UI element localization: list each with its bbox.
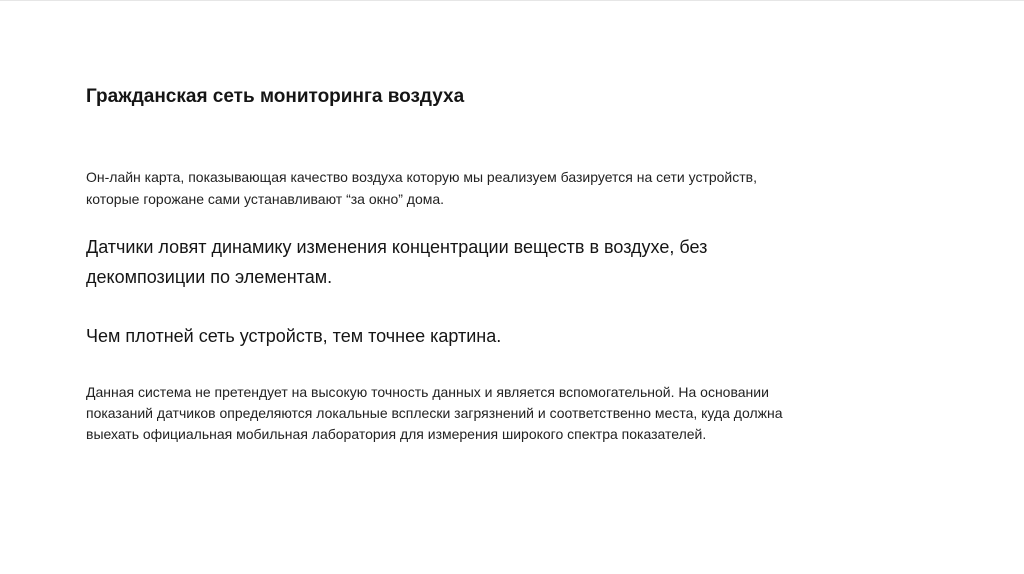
disclaimer-line: Данная система не претендует на высокую точность данных и является вспомогательной. На основании bbox=[86, 384, 769, 400]
disclaimer-paragraph bbox=[86, 382, 966, 445]
intro-line: Он-лайн карта, показывающая качество воздуха которую мы реализуем базируется на сети устройств, bbox=[86, 169, 757, 185]
slide-title: Гражданская сеть мониторинга воздуха bbox=[86, 86, 465, 107]
slide-content bbox=[86, 82, 966, 445]
top-divider bbox=[0, 0, 1024, 1]
intro-line: которые горожане сами устанавливают “за окно” дома. bbox=[86, 191, 445, 207]
sensors-line: декомпозиции по элементам. bbox=[86, 267, 333, 287]
sensors-line: Датчики ловят динамику изменения концентрации веществ в воздухе, без bbox=[86, 237, 708, 257]
sensors-paragraph bbox=[86, 232, 966, 292]
disclaimer-line: выехать официальная мобильная лаборатория для измерения широкого спектра показателей. bbox=[86, 426, 707, 442]
disclaimer-line: показаний датчиков определяются локальные всплески загрязнений и соответственно места, куда должна bbox=[86, 405, 783, 421]
density-statement: Чем плотней сеть устройств, тем точнее картина. bbox=[86, 326, 502, 346]
intro-paragraph bbox=[86, 166, 966, 210]
